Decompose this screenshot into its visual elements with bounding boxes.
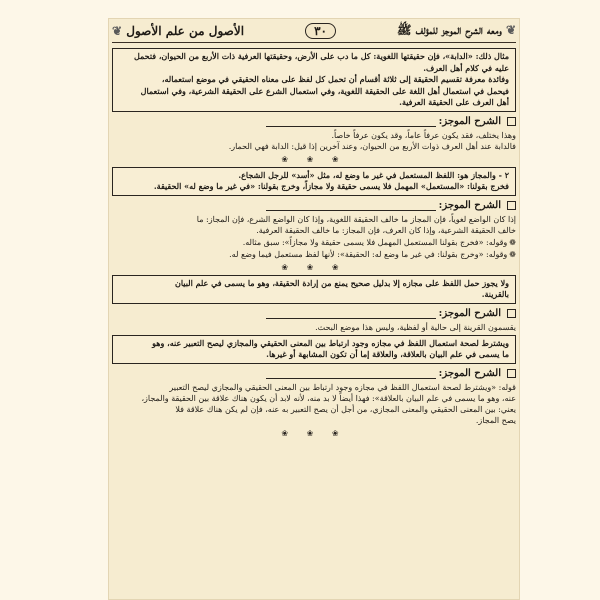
header-left-title: الأصول من علم الأصول [126, 24, 245, 38]
main-text-box [112, 275, 516, 304]
page-number: ٣٠ [305, 23, 336, 39]
text-line: إذا كان الواضع لغوياً، فإن المجاز ما خالف الحقيقة اللغوية، وإذا كان الواضع الشرع، فإن المجاز: ما [196, 214, 516, 224]
commentary-item [112, 237, 516, 248]
square-icon [507, 117, 516, 126]
text-line: عنه، وهو ما يسمى في علم البيان بالعلاقة»: فهذا أيضاً لا بد منه، لأنه لابد أن يكون هناك علاقة بين الحقيقة والمجاز، [141, 393, 516, 403]
text-line: يقسمون القرينة إلى حالية أو لفظية، وليس هذا موضع البحث. [315, 322, 516, 332]
text-line: يعني: بين المعنى الحقيقي والمعنى المجازي، من أجل أن يصح التعبير به عنه، فإن لم يكن هناك علاقة فلا [175, 404, 516, 414]
flower-bullet-icon: ❁ [509, 249, 516, 259]
main-text-box [112, 48, 516, 112]
heading-label: الشرح الموجز: [438, 367, 501, 379]
main-text-box [112, 167, 516, 196]
heading-underline [266, 378, 436, 379]
commentary-paragraph [112, 382, 516, 426]
flower-bullet-icon: ❁ [509, 237, 516, 247]
text-line: فيحمل في استعمال أهل اللغة على الحقيقة اللغوية، وفي استعمال الشرع على الحقيقة الشرعية، وفي استعمال [140, 85, 509, 96]
page-header [112, 20, 516, 42]
text-line: ما يسمى في علم البيان بالعلاقة، والعلاقة إما أن تكون المشابهة أو غيرها. [266, 349, 509, 359]
item-text: وقوله: «فخرج بقولنا المستعمل المهمل فلا يسمى حقيقة ولا مجازاً»: سبق مثاله. [242, 237, 508, 247]
section-separator: ❀ ❀ ❀ [281, 262, 347, 272]
text-line: بالقرينة. [481, 289, 509, 299]
text-line: وفائدة معرفة تقسيم الحقيقة إلى ثلاثة أقسام أن تحمل كل لفظ على معناه الحقيقي في موضع استعماله، [161, 74, 509, 84]
square-icon [507, 369, 516, 378]
header-right-title: ومعه الشرح الموجز للمؤلف [415, 22, 502, 37]
heading-underline [266, 210, 436, 211]
header-divider [112, 42, 516, 43]
text-line: يصح المجاز. [475, 415, 516, 425]
heading-underline [266, 126, 436, 127]
square-icon [507, 309, 516, 318]
heading-label: الشرح الموجز: [438, 307, 501, 319]
text-line: مثال ذلك: «الدابة»، فإن حقيقتها اللغوية: كل ما دب على الأرض، وحقيقتها العرفية ذات الأربع من الحيوان، فتحمل عليه في كلام أهل العرف. [133, 51, 509, 73]
heading-label: الشرح الموجز: [438, 199, 501, 211]
main-text-box [112, 335, 516, 364]
section-separator: ❀ ❀ ❀ [281, 428, 347, 438]
text-line: فالدابة عند أهل العرف ذوات الأربع من الحيوان، وعند آخرين إذا قيل: الدابة فهي الحمار. [228, 141, 516, 151]
item-text: وقوله: «وخرج بقولنا: في غير ما وضع له: الحقيقة»: لأنها لفظ مستعمل فيما وضع له. [229, 249, 508, 259]
header-left [112, 24, 244, 38]
text-line: قوله: «ويشترط لصحة استعمال اللفظ في مجازه وجود ارتباط بين المعنى الحقيقي والمجازي ليصح التعبير [169, 382, 516, 392]
section-heading [112, 307, 516, 321]
text-line: ولا يجوز حمل اللفظ على مجازه إلا بدليل صحيح يمنع من إرادة الحقيقة، وهو ما يسمى في علم البيان [174, 277, 509, 288]
text-line: خالف الحقيقة الشرعية، وإذا كان العرف، فإن المجاز: ما خالف الحقيقة العرفية. [256, 225, 516, 235]
text-line: ويشترط لصحة استعمال اللفظ في مجازه وجود ارتباط بين المعنى الحقيقي والمجازي ليصح التعبير عنه، وهو [152, 337, 509, 348]
text-line: فخرج بقولنا: «المستعمل» المهمل فلا يسمى حقيقة ولا مجازاً، وخرج بقولنا: «في غير ما وضع له» الحقيقة. [153, 181, 509, 191]
text-line: ٢ - والمجاز هو: اللفظ المستعمل في غير ما وضع له، مثل «أسد» للرجل الشجاع. [238, 169, 509, 180]
text-line: أهل العرف على الحقيقة العرفية. [399, 97, 509, 107]
flourish-icon: ❦ [505, 22, 516, 37]
commentary-paragraph [112, 322, 516, 333]
section-heading [112, 115, 516, 129]
header-symbol: ﷺ [397, 22, 412, 37]
page-content [112, 46, 516, 598]
commentary-paragraph [112, 130, 516, 152]
section-heading [112, 367, 516, 381]
heading-underline [266, 318, 436, 319]
square-icon [507, 201, 516, 210]
text-line: وهذا يختلف، فقد يكون عرفاً عاماً، وقد يكون عرفاً خاصاً. [331, 130, 516, 140]
section-separator: ❀ ❀ ❀ [281, 154, 347, 164]
flourish-icon: ❦ [112, 24, 123, 38]
header-right [397, 23, 516, 40]
commentary-item [112, 249, 516, 260]
heading-label: الشرح الموجز: [438, 115, 501, 127]
commentary-paragraph [112, 214, 516, 236]
section-heading [112, 199, 516, 213]
